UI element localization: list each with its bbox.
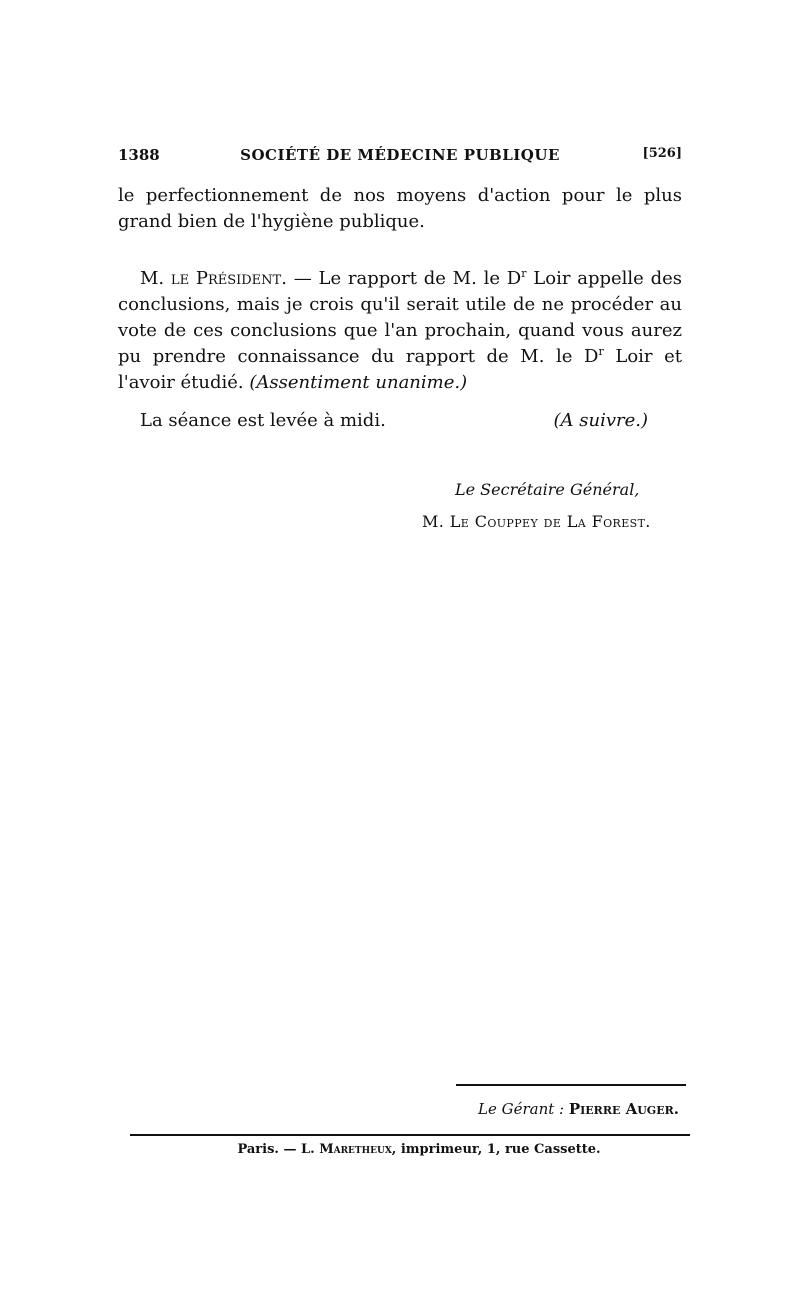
paragraph-continuation: le perfectionnement de nos moyens d'action pour le plus grand bien de l'hygiène publique. [118,185,682,232]
signature-title: Le Secrétaire Général, [455,480,640,499]
footer-rule-long [130,1134,690,1136]
imprint-address: imprimeur, 1, rue Cassette. [396,1142,601,1157]
gerant-name: Pierre Auger. [568,1100,679,1118]
session-closed-text: La séance est levée à midi. [140,410,386,431]
statement-part-b: Loir appelle des conclusions, mais je crois qu'il serait utile de ne procéder au vote de ces conclusions que l'an prochain, quand vous aurez pu prendre connaissance du rapport de M. le D [118,268,682,367]
paragraph-president [118,266,682,396]
to-be-continued-text: (A suivre.) [553,410,648,431]
speaker-name: M. le Président. [140,268,287,289]
gerant-line [478,1100,679,1118]
page-number: 1388 [118,146,160,164]
running-title: SOCIÉTÉ DE MÉDECINE PUBLIQUE [240,146,560,164]
superscript-r: r [521,267,527,280]
bracketed-page-number: [526] [642,146,682,161]
statement-part-c: Loir et l'avoir étudié. [118,346,682,393]
superscript-r: r [598,345,604,358]
running-header [118,146,682,168]
footer-rule-short [456,1084,686,1086]
closing-line [140,410,648,436]
imprint-city: Paris. — [237,1142,301,1157]
statement-part-a: Le rapport de M. le D [318,268,522,289]
imprint-line [0,1142,800,1157]
signature-name: M. Le Couppey de La Forest. [422,512,651,531]
imprint-printer: L. Maretheux, [301,1142,397,1157]
em-dash: — [286,268,319,289]
assent-note: (Assentiment unanime.) [249,372,468,393]
gerant-label: Le Gérant : [478,1100,565,1118]
